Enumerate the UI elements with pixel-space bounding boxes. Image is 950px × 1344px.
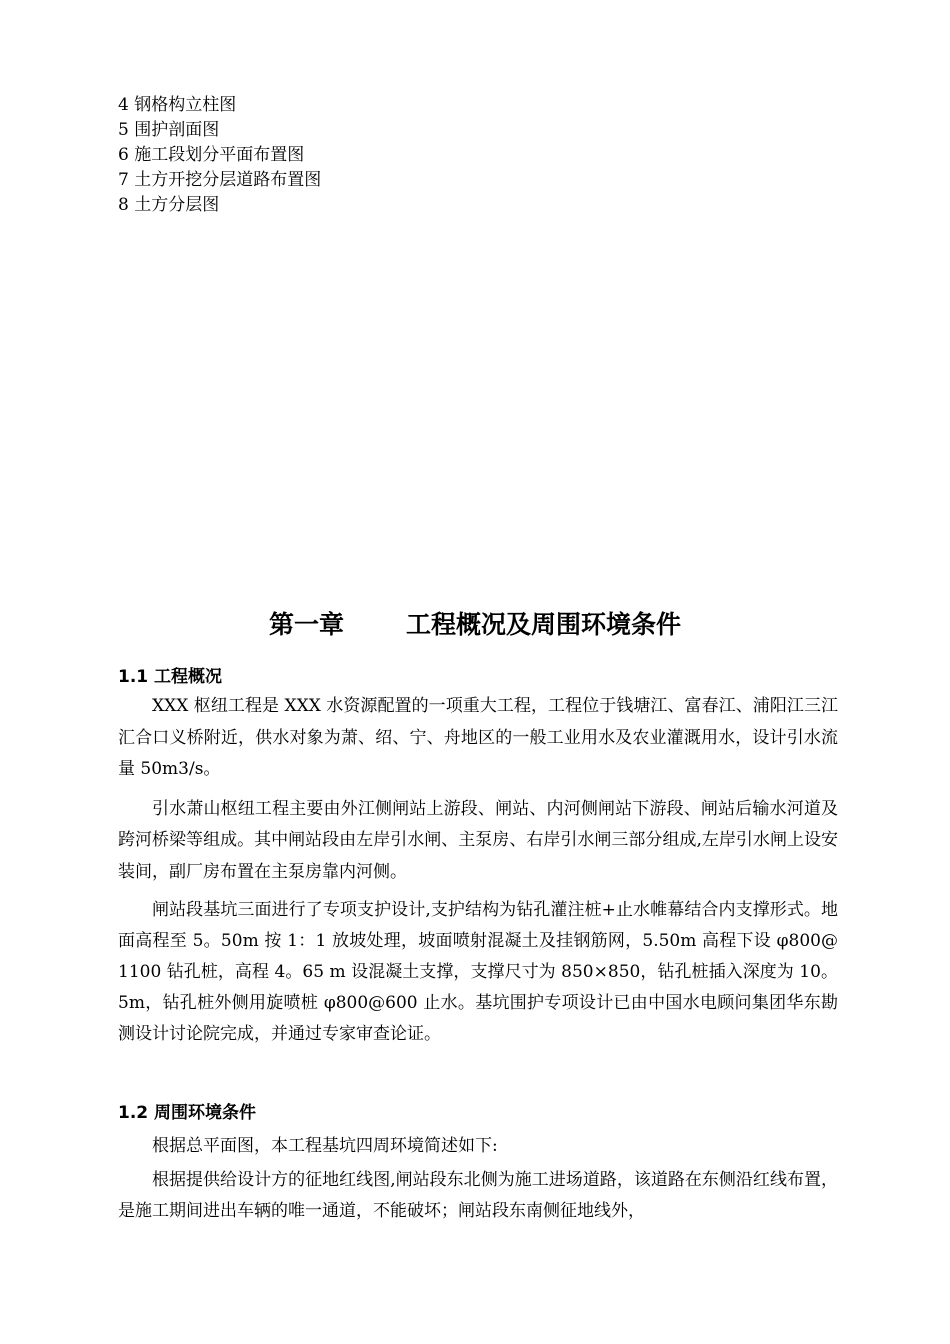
figure-list-item: 5 围护剖面图 (118, 120, 220, 140)
chapter-heading (0, 607, 950, 643)
paragraph: XXX 枢纽工程是 XXX 水资源配置的一项重大工程，工程位于钱塘江、富春江、浦阳江三江汇合口义桥附近，供水对象为萧、绍、宁、舟地区的一般工业用水及农业灌溉用水，设计引水流量 50m3/s。 (118, 696, 838, 779)
section-surroundings (118, 1099, 838, 1228)
figure-list-item: 6 施工段划分平面布置图 (118, 145, 305, 165)
paragraph: 闸站段基坑三面进行了专项支护设计,支护结构为钻孔灌注桩+止水帷幕结合内支撑形式。地面高程至 5。50m 按 1：1 放坡处理，坡面喷射混凝土及挂钢筋网，5.50m 高程下设 φ800@1100 钻孔桩，高程 4。65 m 设混凝土支撑，支撑尺寸为 850×850，钻孔桩插入深度为 10。5m，钻孔桩外侧用旋喷桩 φ800@600 止水。基坑围护专项设计已由中国水电顾问集团华东勘测设计讨论院完成，并通过专家审查论证。 (118, 900, 838, 1044)
figure-list (118, 93, 818, 218)
paragraph: 根据总平面图，本工程基坑四周环境简述如下: (152, 1136, 498, 1156)
paragraph: 根据提供给设计方的征地红线图,闸站段东北侧为施工进场道路，该道路在东侧沿红线布置，是施工期间进出车辆的唯一通道，不能破坏；闸站段东南侧征地线外， (118, 1169, 838, 1221)
figure-list-item: 7 土方开挖分层道路布置图 (118, 170, 322, 190)
chapter-title: 工程概况及周围环境条件 (406, 610, 682, 639)
figure-list-item: 4 钢格构立柱图 (118, 95, 237, 115)
section-title: 1.1 工程概况 (118, 667, 223, 687)
chapter-number: 第一章 (268, 610, 344, 639)
section-project-overview (118, 663, 838, 1050)
paragraph: 引水萧山枢纽工程主要由外江侧闸站上游段、闸站、内河侧闸站下游段、闸站后输水河道及跨河桥梁等组成。其中闸站段由左岸引水闸、主泵房、右岸引水闸三部分组成,左岸引水闸上设安装间，副厂房布置在主泵房靠内河侧。 (118, 798, 838, 882)
figure-list-item: 8 土方分层图 (118, 195, 220, 215)
section-title: 1.2 周围环境条件 (118, 1103, 257, 1123)
